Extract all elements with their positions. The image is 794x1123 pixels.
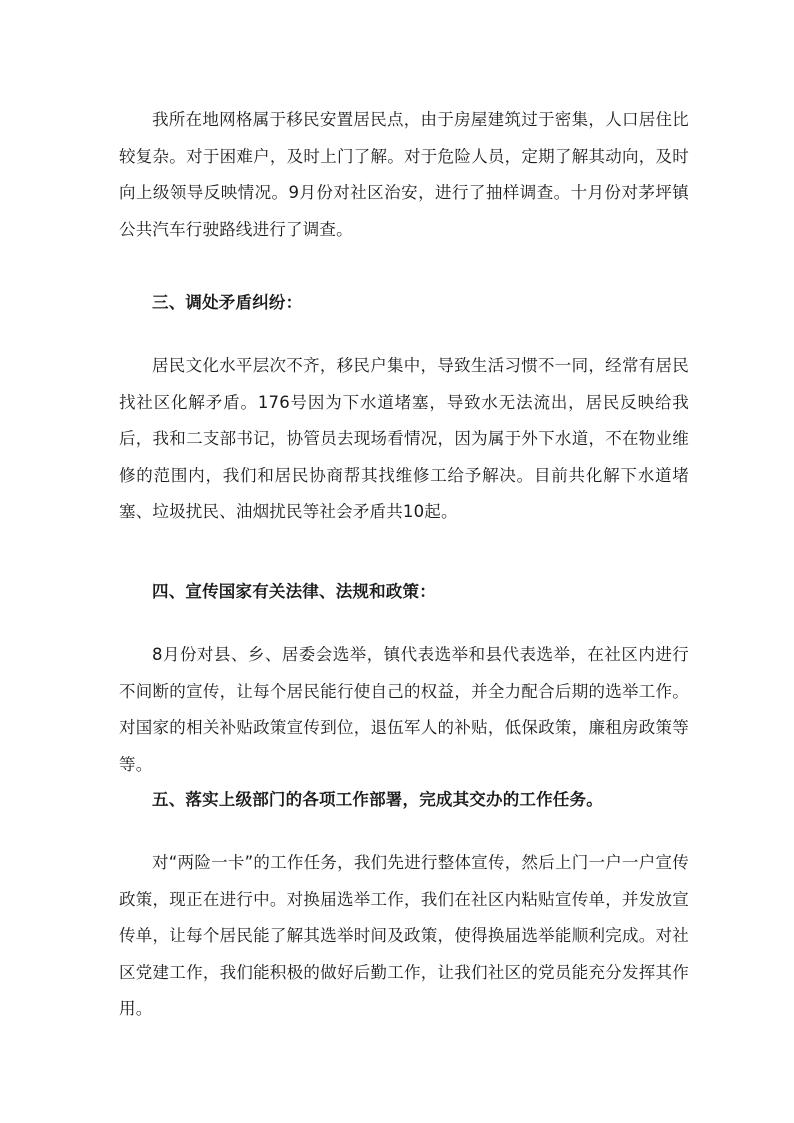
heading-section-5: 五、落实上级部门的各项工作部署，完成其交办的工作任务。 [152, 790, 603, 809]
heading-section-4: 四、宣传国家有关法律、法规和政策： [152, 582, 436, 601]
paragraph-grid-overview: 我所在地网格属于移民安置居民点，由于房屋建筑过于密集，人口居住比较复杂。对于困难户，及时上门了解。对于危险人员，定期了解其动向，及时向上级领导反映情况。9月份对社区治安，进行了抽样调查。十月份对茅坪镇公共汽车行驶路线进行了调查。 [119, 110, 689, 239]
heading-section-3: 三、调处矛盾纠纷： [152, 293, 303, 312]
paragraph-assigned-tasks: 对“两险一卡”的工作任务，我们先进行整体宣传，然后上门一户一户宣传政策，现正在进行中。对换届选举工作，我们在社区内粘贴宣传单，并发放宣传单，让每个居民能了解其选举时间及政策，使得换届选举能顺利完成。对社区党建工作，我们能积极的做好后勤工作，让我们社区的党员能充分发挥其作用。 [119, 853, 689, 1018]
paragraph-dispute-resolution: 居民文化水平层次不齐，移民户集中，导致生活习惯不一同，经常有居民找社区化解矛盾。176号因为下水道堵塞，导致水无法流出，居民反映给我后，我和二支部书记，协管员去现场看情况，因为属于外下水道，不在物业维修的范围内，我们和居民协商帮其找维修工给予解决。目前共化解下水道堵塞、垃圾扰民、油烟扰民等社会矛盾共10起。 [119, 356, 689, 521]
paragraph-policy-publicity: 8月份对县、乡、居委会选举，镇代表选举和县代表选举，在社区内进行不间断的宣传，让每个居民能行使自己的权益，并全力配合后期的选举工作。对国家的相关补贴政策宣传到位，退伍军人的补贴，低保政策，廉租房政策等等。 [119, 645, 689, 774]
